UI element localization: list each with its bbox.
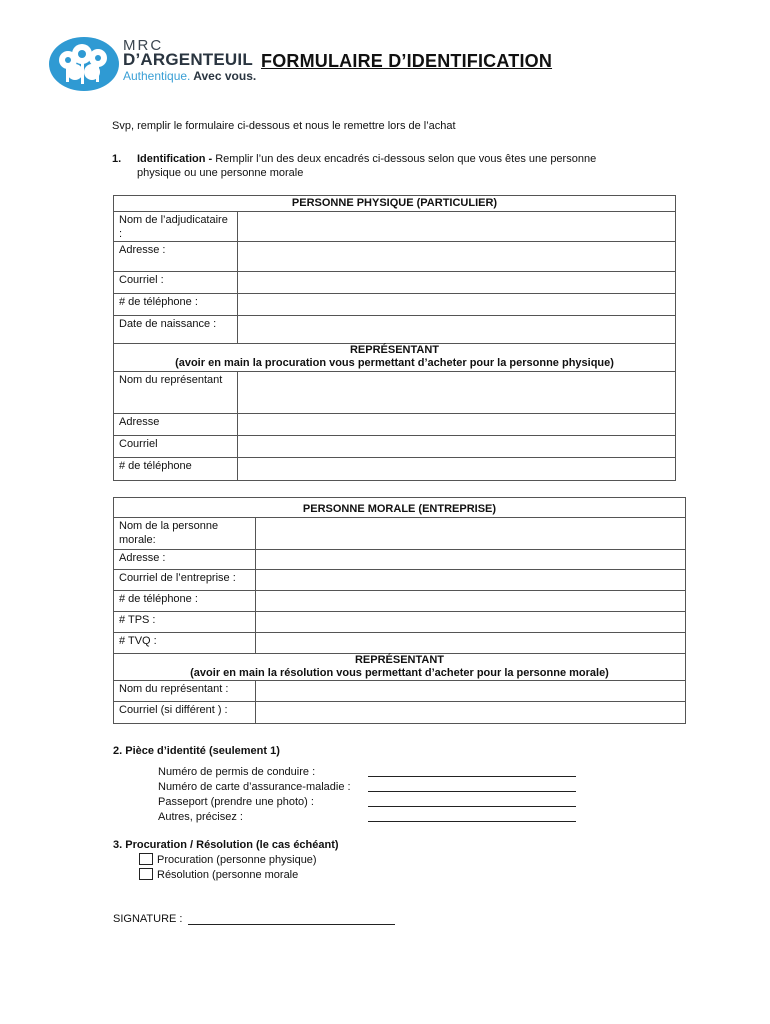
field-label-date-naissance: Date de naissance :	[114, 316, 238, 344]
field-label-morale-adresse: Adresse :	[114, 550, 256, 570]
representant-morale-subtitle: (avoir en main la résolution vous permettant d’acheter pour la personne morale)	[190, 667, 609, 679]
representant-morale-title: REPRÉSENTANT	[354, 654, 445, 666]
id-input-passeport[interactable]	[368, 796, 576, 807]
field-label-courriel-different: Courriel (si différent ) :	[114, 702, 256, 724]
field-label-rep-courriel: Courriel	[114, 436, 238, 458]
field-input-morale-adresse[interactable]	[256, 550, 686, 570]
representant-title: REPRÉSENTANT	[349, 344, 440, 356]
field-input-adresse[interactable]	[238, 242, 676, 272]
representant-physique-header	[114, 344, 676, 372]
field-input-courriel[interactable]	[238, 272, 676, 294]
field-label-courriel: Courriel :	[114, 272, 238, 294]
field-label-courriel-entreprise: Courriel de l’entreprise :	[114, 570, 256, 591]
signature-label: SIGNATURE :	[113, 913, 183, 925]
representant-subtitle: (avoir en main la procuration vous permettant d’acheter pour la personne physique)	[175, 357, 614, 369]
field-input-nom-adjudicataire[interactable]	[238, 212, 676, 242]
field-label-tps: # TPS :	[114, 612, 256, 633]
brand-name-line1: MRC	[123, 37, 164, 54]
checkbox-resolution[interactable]	[139, 868, 153, 880]
field-input-morale-nom-representant[interactable]	[256, 681, 686, 702]
brand-tagline-part1: Authentique.	[123, 69, 191, 83]
id-label-assurance-maladie: Numéro de carte d’assurance-maladie :	[158, 781, 351, 793]
personne-morale-table	[113, 497, 686, 724]
brand-name-line2: D’ARGENTEUIL	[123, 50, 253, 69]
section1-title: Identification -	[137, 153, 216, 165]
field-label-nom-representant: Nom du représentant	[114, 372, 238, 414]
field-input-nom-personne-morale[interactable]	[256, 518, 686, 550]
brand-tagline	[123, 69, 256, 83]
field-label-tvq: # TVQ :	[114, 633, 256, 654]
checkbox-procuration[interactable]	[139, 853, 153, 865]
field-label-morale-telephone: # de téléphone :	[114, 591, 256, 612]
field-label-nom-adjudicataire: Nom de l’adjudicataire :	[114, 212, 238, 242]
field-input-courriel-entreprise[interactable]	[256, 570, 686, 591]
section1-number: 1.	[112, 153, 122, 165]
document-title: FORMULAIRE D’IDENTIFICATION	[261, 51, 553, 71]
id-label-autres: Autres, précisez :	[158, 811, 243, 823]
field-input-telephone[interactable]	[238, 294, 676, 316]
id-input-autres[interactable]	[368, 811, 576, 822]
signature-input[interactable]	[188, 914, 395, 925]
field-input-tvq[interactable]	[256, 633, 686, 654]
personne-morale-header: PERSONNE MORALE (ENTREPRISE)	[114, 498, 686, 518]
field-input-morale-telephone[interactable]	[256, 591, 686, 612]
section3-title: 3. Procuration / Résolution (le cas échéant)	[113, 839, 339, 851]
field-label-nom-personne-morale: Nom de la personne morale:	[114, 518, 256, 550]
intro-text: Svp, remplir le formulaire ci-dessous et nous le remettre lors de l’achat	[112, 120, 456, 132]
field-label-morale-nom-representant: Nom du représentant :	[114, 681, 256, 702]
id-input-assurance-maladie[interactable]	[368, 781, 576, 792]
id-label-permis: Numéro de permis de conduire :	[158, 766, 316, 778]
field-label-rep-telephone: # de téléphone	[114, 458, 238, 481]
personne-physique-header: PERSONNE PHYSIQUE (PARTICULIER)	[114, 196, 676, 212]
field-input-rep-telephone[interactable]	[238, 458, 676, 481]
field-label-adresse: Adresse :	[114, 242, 238, 272]
representant-morale-header	[114, 654, 686, 681]
checkbox-label-procuration: Procuration (personne physique)	[157, 854, 317, 866]
field-input-date-naissance[interactable]	[238, 316, 676, 344]
id-input-permis[interactable]	[368, 766, 576, 777]
field-input-rep-courriel[interactable]	[238, 436, 676, 458]
field-input-tps[interactable]	[256, 612, 686, 633]
section1-heading	[112, 152, 672, 166]
checkbox-label-resolution: Résolution (personne morale	[157, 869, 299, 881]
field-input-rep-adresse[interactable]	[238, 414, 676, 436]
field-label-telephone: # de téléphone :	[114, 294, 238, 316]
section2-title: 2. Pièce d’identité (seulement 1)	[113, 745, 280, 757]
section1-text-line2: physique ou une personne morale	[137, 167, 304, 179]
mrc-logo-icon	[48, 36, 120, 92]
id-label-passeport: Passeport (prendre une photo) :	[158, 796, 314, 808]
personne-physique-table	[113, 195, 676, 481]
field-label-rep-adresse: Adresse	[114, 414, 238, 436]
field-input-courriel-different[interactable]	[256, 702, 686, 724]
section1-text-line1: Remplir l’un des deux encadrés ci-dessous selon que vous êtes une personne	[215, 153, 597, 165]
field-input-nom-representant[interactable]	[238, 372, 676, 414]
brand-tagline-part2: Avec vous.	[190, 69, 257, 83]
